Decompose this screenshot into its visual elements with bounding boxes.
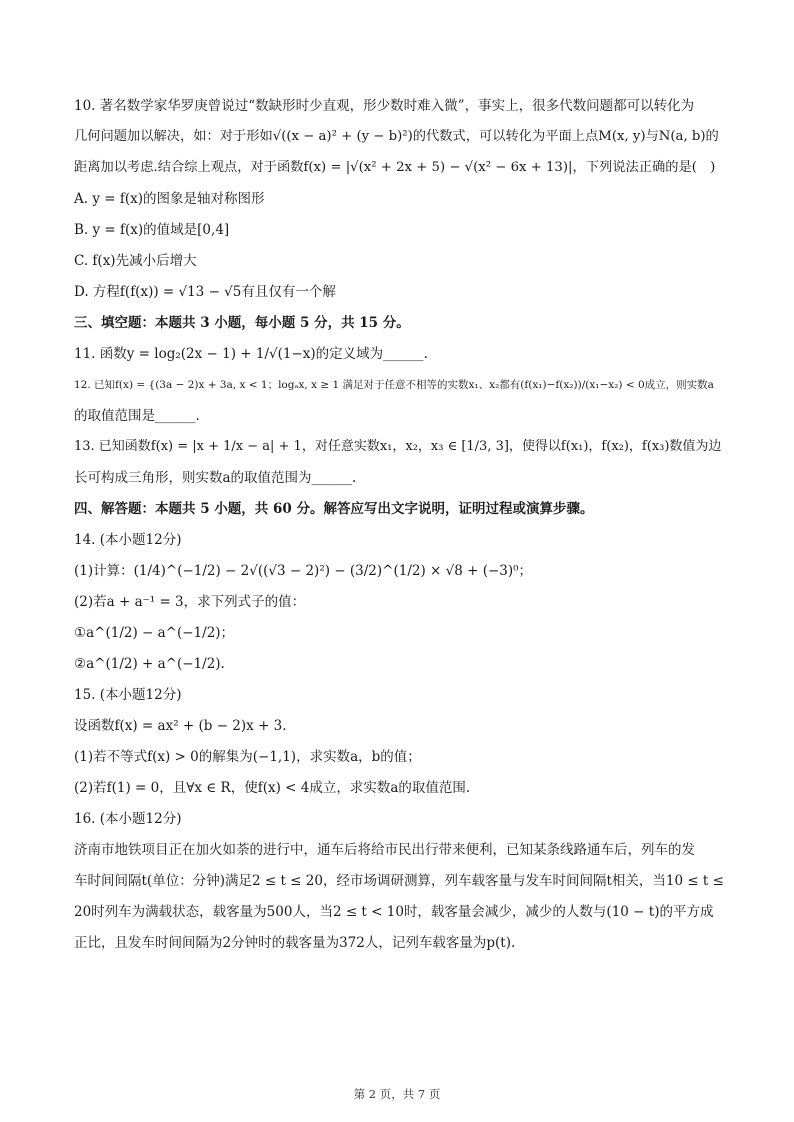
section-heading: 三、填空题：本题共 3 小题，每小题 5 分，共 15 分。 xyxy=(74,315,410,331)
text-line: C. f(x)先减小后增大 xyxy=(74,253,197,269)
text-line: 长可构成三角形，则实数a的取值范围为______. xyxy=(74,470,357,486)
text-line: 济南市地铁项目正在加火如荼的进行中，通车后将给市民出行带来便利，已知某条线路通车后，列车的发 xyxy=(74,842,695,858)
text-line: 12. 已知f(x) = {(3a − 2)x + 3a, x < 1；logₐx, x ≥ 1 满足对于任意不相等的实数x₁、x₂都有(f(x₁)−f(x₂))/(x₁−x₂) < 0成立，则实数a xyxy=(74,379,714,391)
content xyxy=(74,96,724,953)
text-line: 13. 已知函数f(x) = |x + 1/x − a| + 1，对任意实数x₁，x₂，x₃ ∈ [1/3, 3]，使得以f(x₁)，f(x₂)，f(x₃)数值为边 xyxy=(74,439,722,454)
text-line: A. y = f(x)的图象是轴对称图形 xyxy=(74,191,265,207)
text-line: ①a^(1/2) − a^(−1/2)； xyxy=(74,625,235,641)
text-line: D. 方程f(f(x)) = √13 − √5有且仅有一个解 xyxy=(74,284,336,300)
text-line: (1)若不等式f(x) > 0的解集为(−1,1)，求实数a，b的值； xyxy=(74,749,421,765)
text-line: 20时列车为满载状态，载客量为500人，当2 ≤ t < 10时，载客量会减少，减少的人数与(10 − t)的平方成 xyxy=(74,904,714,920)
text-line: B. y = f(x)的值域是[0,4] xyxy=(74,222,230,238)
text-line: (2)若f(1) = 0，且∀x ∈ R，使f(x) < 4成立，求实数a的取值范围. xyxy=(74,780,471,796)
text-line: 距离加以考虑.结合综上观点，对于函数f(x) = |√(x² + 2x + 5) − √(x² − 6x + 13)|，下列说法正确的是( ) xyxy=(74,160,716,175)
section-heading: 四、解答题：本题共 5 小题，共 60 分。解答应写出文字说明，证明过程或演算步骤。 xyxy=(74,501,594,517)
text-line: ②a^(1/2) + a^(−1/2). xyxy=(74,656,225,672)
text-line: 设函数f(x) = ax² + (b − 2)x + 3. xyxy=(74,718,287,734)
text-line: 几何问题加以解决，如：对于形如√((x − a)² + (y − b)²)的代数式，可以转化为平面上点M(x, y)与N(a, b)的 xyxy=(74,129,719,144)
text-line: 16. (本小题12分) xyxy=(74,811,182,827)
text-line: 11. 函数y = log₂(2x − 1) + 1/√(1−x)的定义域为______. xyxy=(74,346,428,362)
page-footer: 第 2 页，共 7 页 xyxy=(353,1087,441,1101)
text-line: (2)若a + a⁻¹ = 3，求下列式子的值： xyxy=(74,594,306,610)
text-line: 车时间间隔t(单位：分钟)满足2 ≤ t ≤ 20，经市场调研测算，列车载客量与发车时间间隔t相关，当10 ≤ t ≤ xyxy=(74,873,724,889)
text-line: 的取值范围是______. xyxy=(74,408,200,424)
text-line: (1)计算：(1/4)^(−1/2) − 2√((√3 − 2)²) − (3/2)^(1/2) × √8 + (−3)⁰； xyxy=(74,563,533,579)
exam-page xyxy=(74,96,724,964)
text-line: 15. (本小题12分) xyxy=(74,687,182,703)
text-line: 14. (本小题12分) xyxy=(74,532,182,548)
text-line: 10. 著名数学家华罗庚曾说过“数缺形时少直观，形少数时难入微”，事实上，很多代数问题都可以转化为 xyxy=(74,98,695,114)
text-line: 正比，且发车时间间隔为2分钟时的载客量为372人，记列车载客量为p(t). xyxy=(74,935,516,951)
